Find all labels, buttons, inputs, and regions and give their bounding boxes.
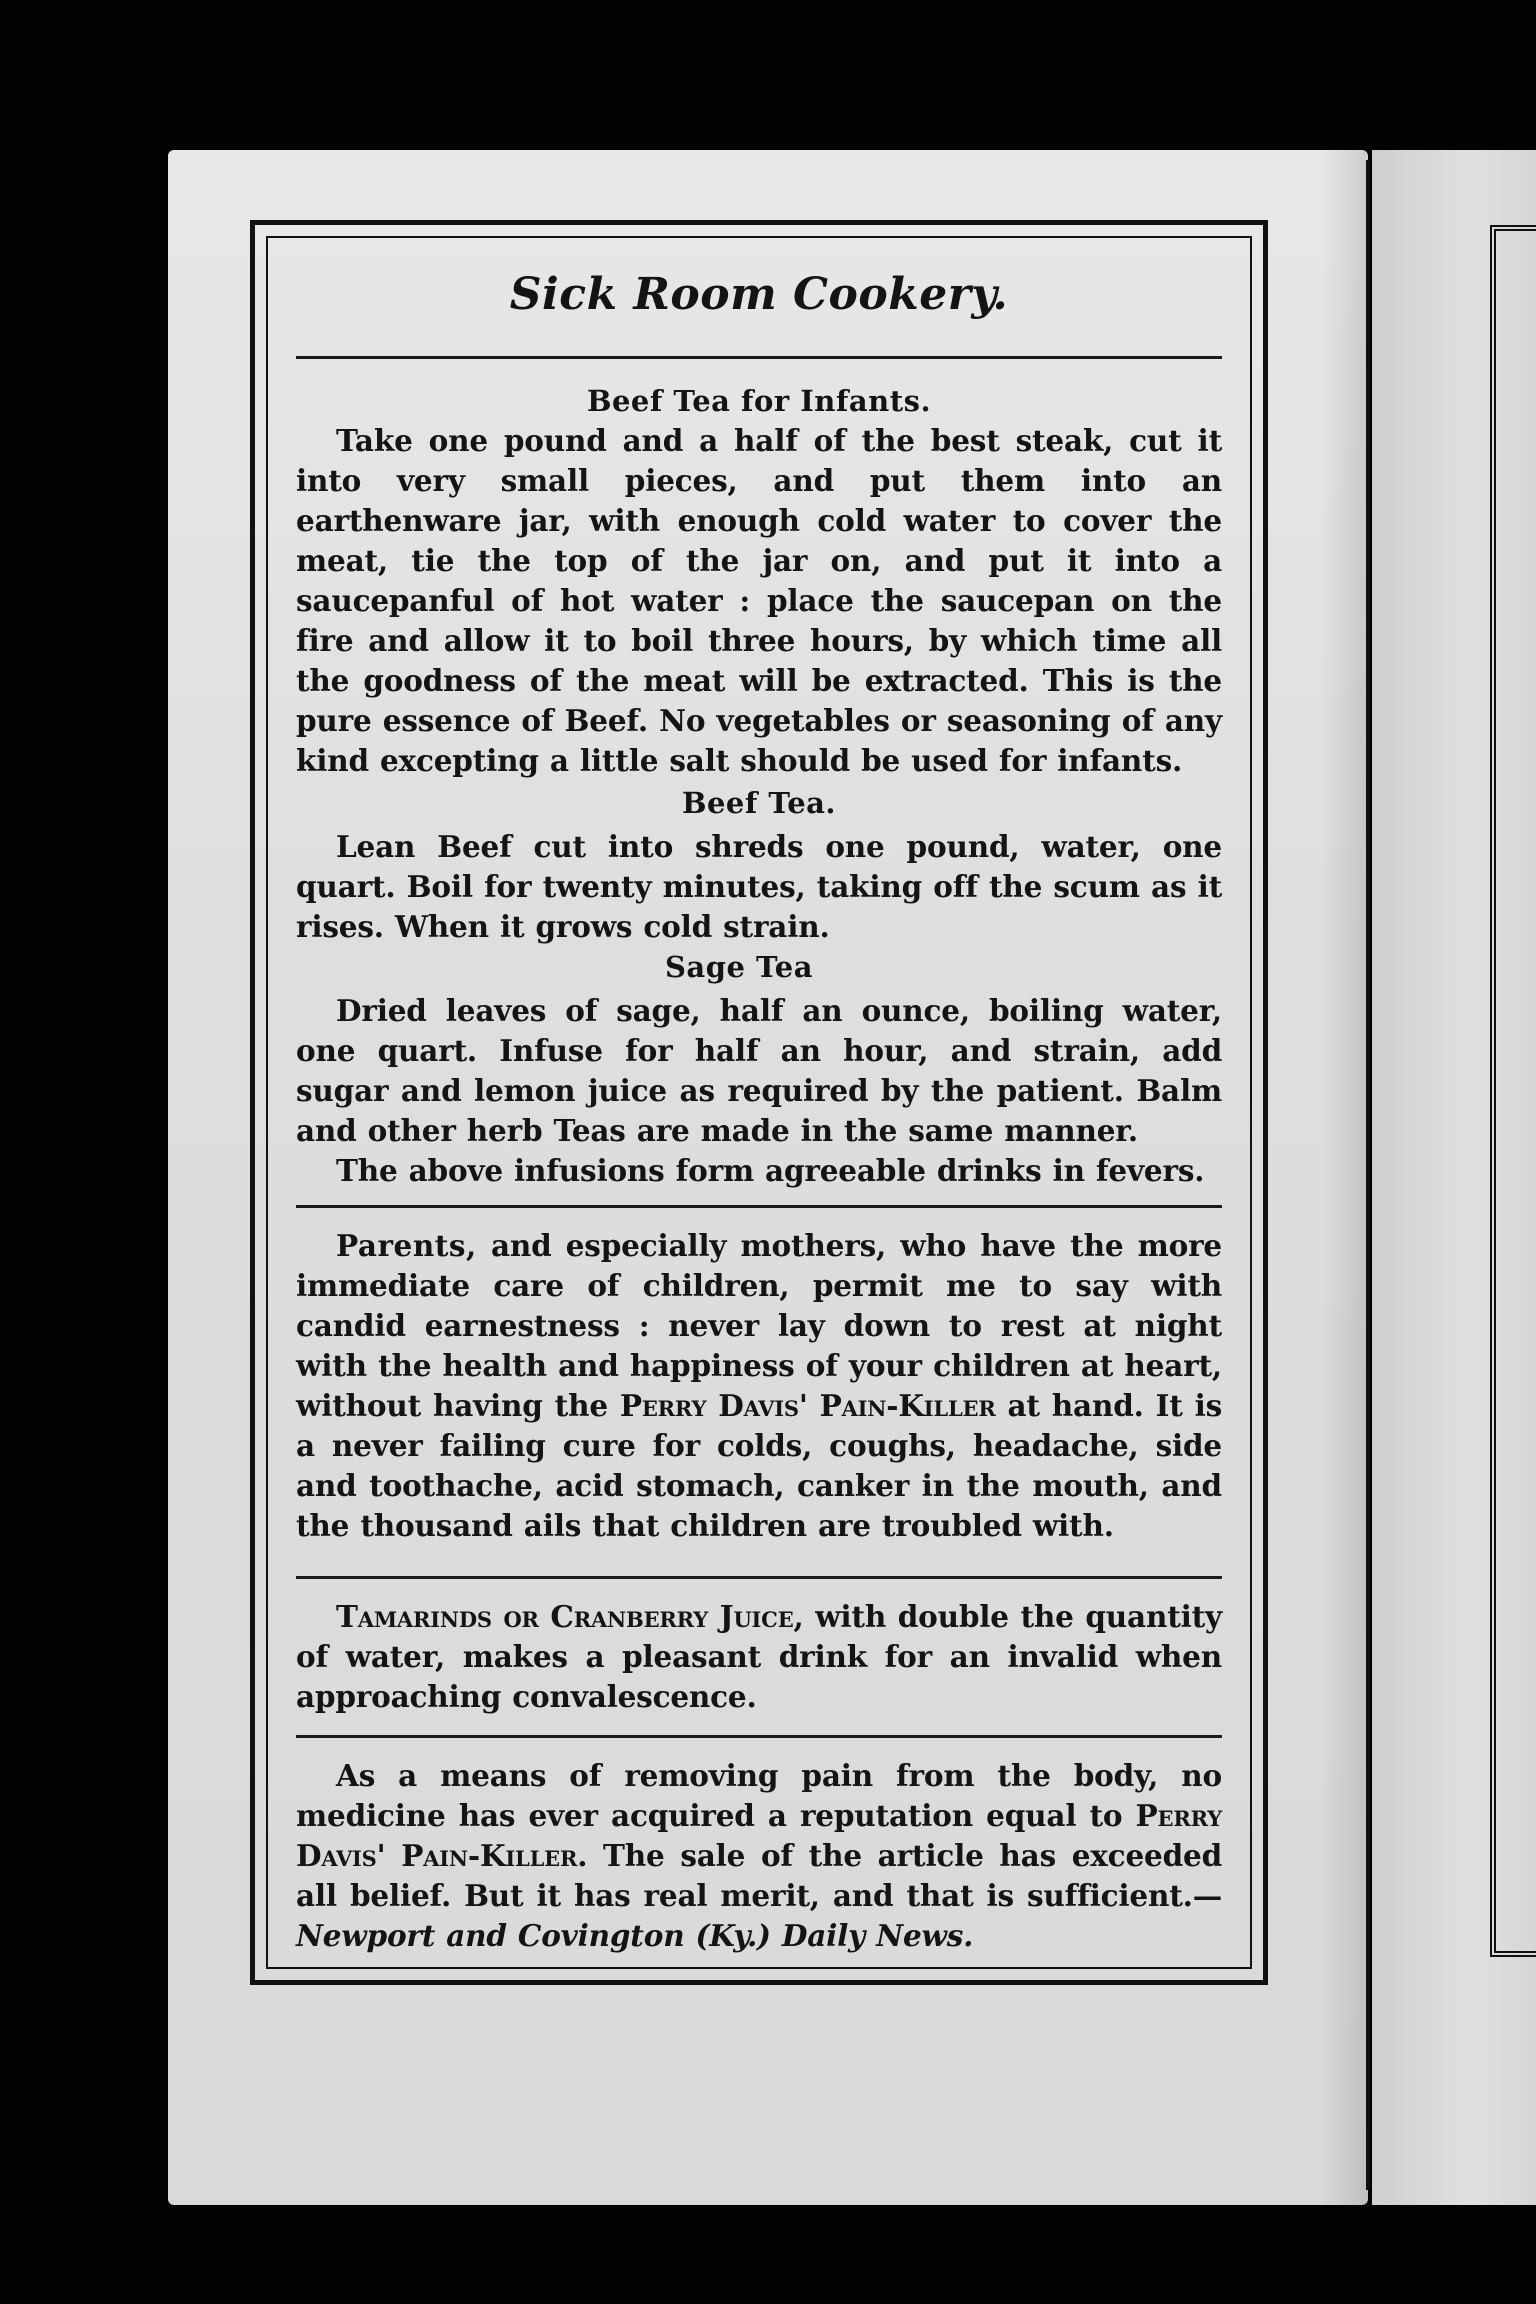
lead-parents: Parents, (336, 1228, 477, 1263)
text-parents (296, 1226, 1222, 1546)
section-beef-tea (296, 783, 1222, 947)
section-sage-tea (296, 947, 1222, 1191)
heading-beef-tea-infants: Beef Tea for Infants. (586, 384, 932, 418)
brand-perry-davis-2: Perry Davis' Pain-Killer. (296, 1798, 1222, 1873)
means-text-b: The sale of the article has exceeded all belief. But it has real merit, and that is sufficient.— (296, 1838, 1223, 1913)
rule-1 (296, 1205, 1222, 1208)
tamarinds-text: with double the quantity of water, makes a pleasant drink for an invalid when approaching convalescence. (296, 1599, 1222, 1714)
heading-beef-tea: Beef Tea. (681, 786, 837, 820)
text-beef-tea: Lean Beef cut into shreds one pound, water, one quart. Boil for twenty minutes, taking off the scum as it rises. When it grows cold strain. (296, 829, 1222, 944)
text-sage-tea: Dried leaves of sage, half an ounce, boiling water, one quart. Infuse for half an hour, and strain, add sugar and lemon juice as required by the patient. Balm and other herb Teas are made in the same manner. (296, 993, 1222, 1148)
page-content (296, 250, 1222, 1956)
rule-2 (296, 1576, 1222, 1579)
parents-text-b: at hand. It is a never failing cure for colds, coughs, headache, side and toothache, acid stomach, canker in the mouth, and the thousand ails that children are troubled with. (296, 1388, 1222, 1543)
section-beef-tea-infants (296, 381, 1222, 781)
title-rule (296, 356, 1222, 359)
rule-3 (296, 1735, 1222, 1738)
text-tamarinds (296, 1597, 1222, 1717)
heading-sage-tea: Sage Tea (664, 950, 814, 984)
book-gutter (1366, 160, 1370, 2190)
right-page-border (1490, 225, 1536, 1957)
text-means (296, 1756, 1222, 1956)
page-edge-shadow (1320, 150, 1380, 2205)
text-beef-tea-infants: Take one pound and a half of the best steak, cut it into very small pieces, and put them into an earthenware jar, with enough cold water to cover the meat, tie the top of the jar on, and put it into a saucepanful of hot water : place the saucepan on the fire and allow it to boil three hours, by which time all the goodness of the meat will be extracted. This is the pure essence of Beef. No vegetables or seasoning of any kind excepting a little salt should be used for infants. (296, 423, 1222, 778)
source-citation: Newport and Covington (Ky.) Daily News. (296, 1918, 974, 1953)
means-text-a: As a means of removing pain from the body, no medicine has ever acquired a reputation equal to (296, 1758, 1222, 1833)
parents-text-a: and especially mothers, who have the more immediate care of children, permit me to say with candid earnestness : never lay down to rest at night with the health and happiness of your children at heart, without having the (296, 1228, 1222, 1423)
lead-tamarinds: Tamarinds or Cranberry Juice, (336, 1599, 804, 1634)
page-title: Sick Room Cookery. (509, 269, 1009, 320)
text-sage-tea-infusions: The above infusions form agreeable drinks in fevers. (336, 1153, 1205, 1188)
brand-perry-davis-1: Perry Davis' Pain-Killer (619, 1388, 996, 1423)
